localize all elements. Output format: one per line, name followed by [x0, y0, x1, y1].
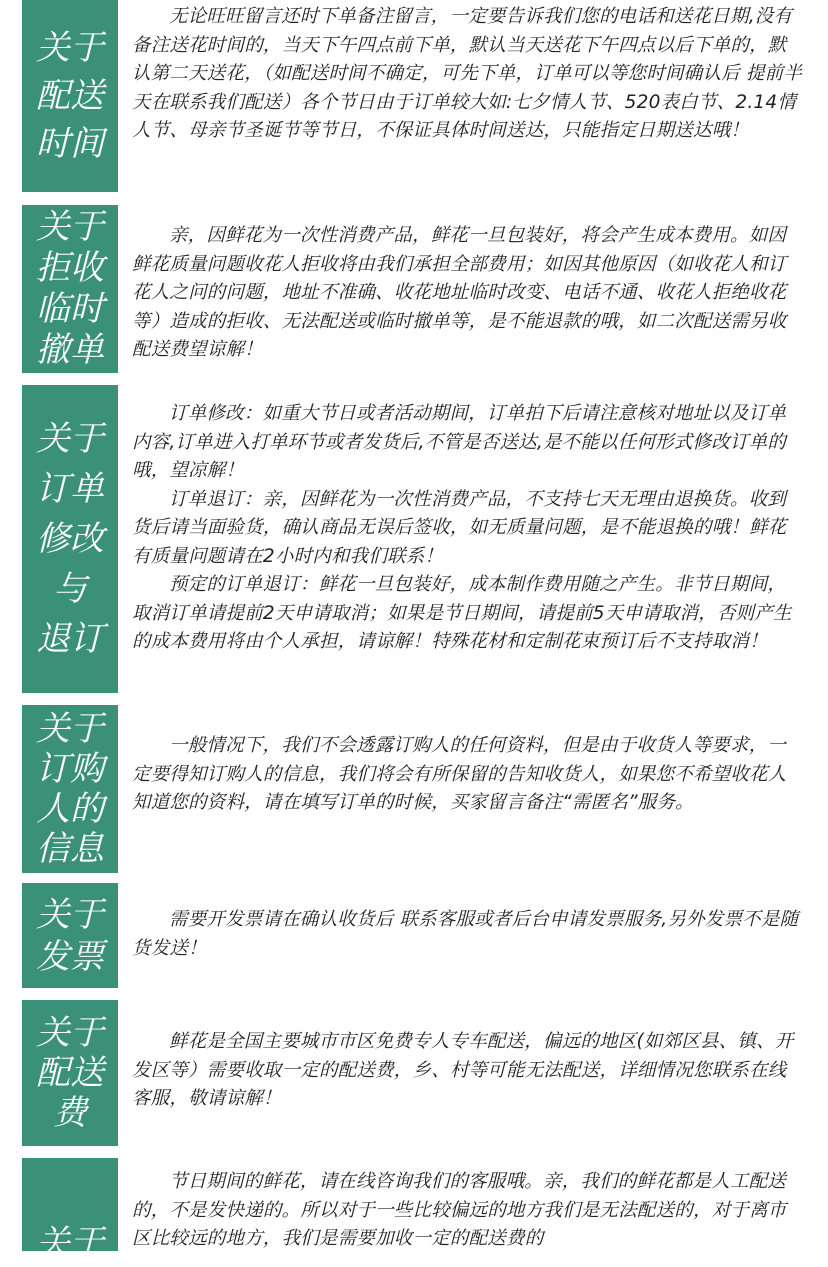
section-rejection-cancel [0, 205, 828, 375]
paragraph: 订单修改：如重大节日或者活动期间，订单拍下后请注意核对地址以及订单内容,订单进入打单环节或者发货后,不管是否送达,是不能以任何形式修改订单的哦，望凉解！ [132, 403, 787, 481]
section-body [132, 3, 804, 146]
section-title [22, 205, 118, 373]
title-line: 修改 [36, 519, 104, 559]
title-line: 人的 [36, 789, 104, 829]
section-title [22, 0, 118, 192]
title-line: 关于 [36, 1223, 104, 1263]
section-title [22, 883, 118, 988]
paragraph: 无论旺旺留言还时下单备注留言，一定要告诉我们您的电话和送花日期,没有备注送花时间的，当天下午四点前下单，默认当天送花下午四点以后下单的，默认第二天送花，（如配送时间不确定，可先下单，订单可以等您时间确认后 提前半天在联系我们配送）各个节日由于订单较大如:七夕情人节、520表白节、2.14情人节、母亲节圣诞节等节日，不保证具体时间送达，只能指定日期送达哦！ [132, 6, 803, 141]
section-body [132, 732, 804, 818]
title-line: 撤单 [36, 330, 104, 370]
paragraph: 亲，因鲜花为一次性消费产品，鲜花一旦包装好，将会产生成本费用。如因鲜花质量问题收花人拒收将由我们承担全部费用；如因其他原因（如收花人和订花人之问的问题，地址不准确、收花地址临时改变、电话不通、收花人拒绝收花等）造成的拒收、无法配送或临时撤单等，是不能退款的哦，如二次配送需另收配送费望谅解！ [132, 225, 787, 360]
title-line: 订购 [36, 749, 104, 789]
title-line: 关于 [36, 28, 104, 68]
title-line: 关于 [36, 709, 104, 749]
title-line: 退订 [36, 619, 104, 659]
section-body [132, 400, 804, 657]
title-line: 关于 [36, 894, 104, 935]
title-line: 关于 [36, 1013, 104, 1053]
title-line: 配送 [36, 76, 104, 116]
title-line: 临时 [36, 289, 104, 329]
title-line: 关于 [36, 207, 104, 247]
section-title [22, 385, 118, 693]
section-order-modify-cancel [0, 385, 828, 695]
title-line: 费 [53, 1093, 87, 1133]
paragraph: 一般情况下，我们不会透露订购人的任何资料，但是由于收货人等要求，一定要得知订购人的信息，我们将会有所保留的告知收货人，如果您不希望收花人知道您的资料，请在填写订单的时候，买家留言备注“需匿名”服务。 [132, 735, 787, 813]
title-line: 信息 [36, 829, 104, 869]
section-body [132, 1028, 804, 1114]
section-buyer-info [0, 705, 828, 875]
section-title [22, 705, 118, 873]
title-line: 发票 [36, 936, 104, 977]
section-delivery-time [0, 0, 828, 195]
section-holiday [0, 1158, 828, 1263]
section-title [22, 1158, 118, 1263]
paragraph: 需要开发票请在确认收货后 联系客服或者后台申请发票服务,另外发票不是随货发送！ [132, 909, 799, 959]
section-body [132, 222, 804, 365]
title-line: 配送 [36, 1053, 104, 1093]
section-body [132, 1168, 804, 1254]
section-delivery-fee [0, 1000, 828, 1148]
paragraph: 鲜花是全国主要城市市区免费专人专车配送，偏远的地区(如郊区县、镇、开发区等）需要收取一定的配送费，乡、村等可能无法配送，详细情况您联系在线客服，敬请谅解！ [132, 1031, 794, 1109]
title-line: 拒收 [36, 248, 104, 288]
title-line: 时间 [36, 124, 104, 164]
section-invoice [0, 883, 828, 990]
section-body [132, 906, 804, 963]
title-line: 与 [53, 569, 87, 609]
section-title [22, 1000, 118, 1146]
paragraph: 节日期间的鲜花，请在线咨询我们的客服哦。亲，我们的鲜花都是人工配送的，不是发快递的。所以对于一些比较偏远的地方我们是无法配送的，对于离市区比较远的地方，我们是需要加收一定的配送费的 [132, 1171, 787, 1249]
title-line: 订单 [36, 469, 104, 509]
paragraph: 预定的订单退订：鲜花一旦包装好，成本制作费用随之产生。非节日期间，取消订单请提前2天申请取消；如果是节日期间，请提前5天申请取消，否则产生的成本费用将由个人承担，请谅解！特殊花材和定制花束预订后不支持取消！ [132, 574, 792, 652]
paragraph: 订单退订：亲，因鲜花为一次性消费产品，不支持七天无理由退换货。收到货后请当面验货，确认商品无误后签收，如无质量问题，是不能退换的哦！鲜花有质量问题请在2小时内和我们联系！ [132, 488, 787, 567]
title-line: 关于 [36, 419, 104, 459]
